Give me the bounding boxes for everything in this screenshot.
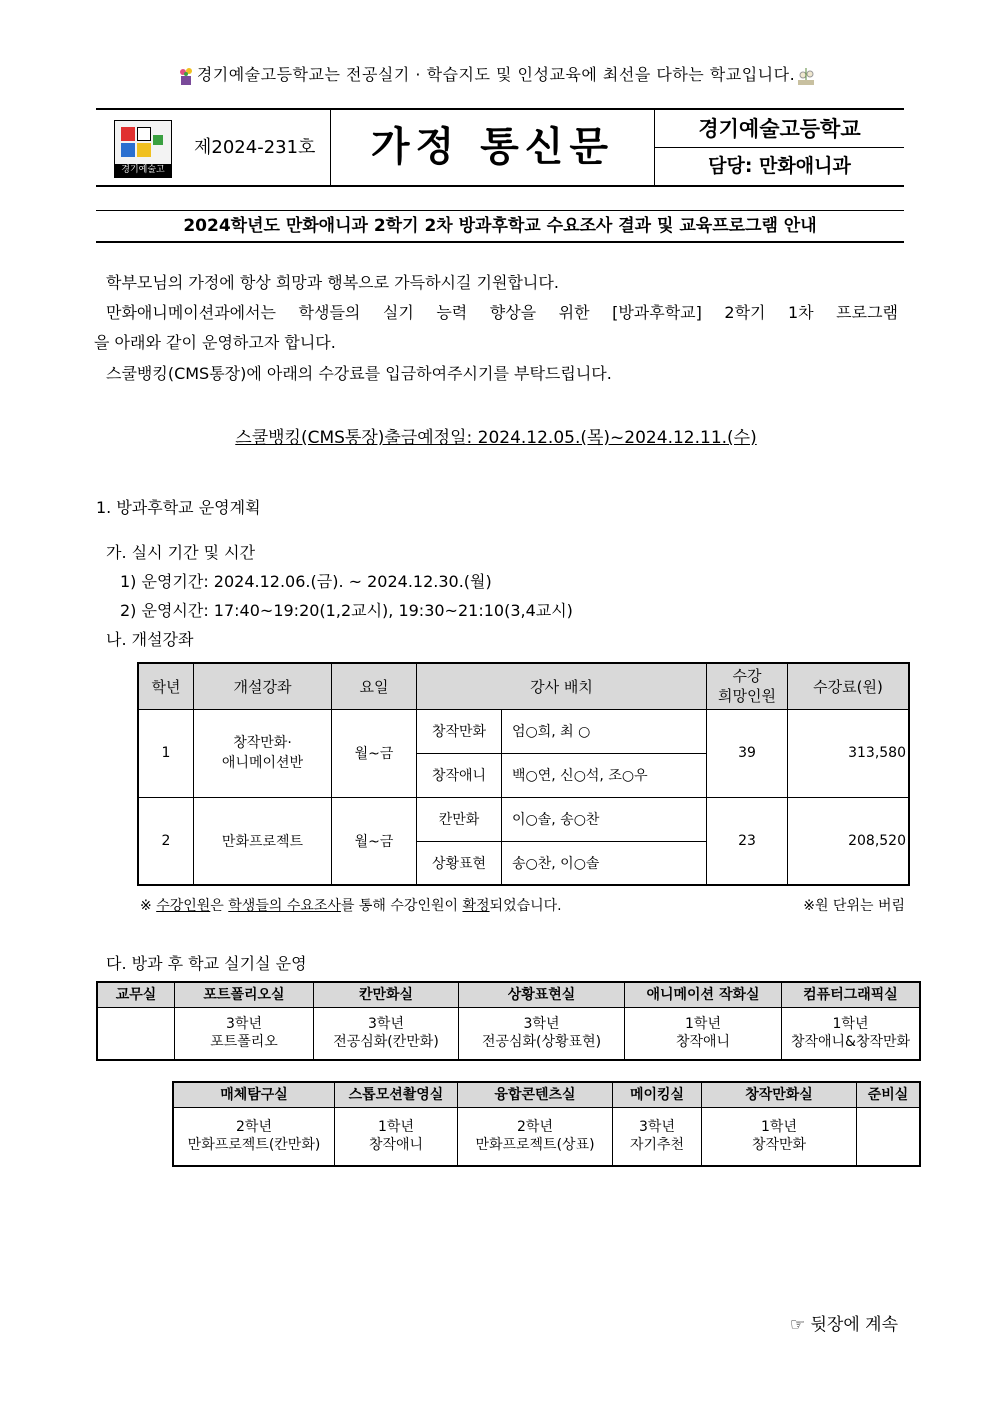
subsection-na: 나. 개설강좌 bbox=[106, 630, 194, 649]
rooms2-header: 메이킹실 bbox=[613, 1082, 702, 1108]
operation-hours: 2) 운영시간: 17:40~19:20(1,2교시), 19:30~21:10(3,4교시) bbox=[120, 601, 573, 620]
section-heading: 1. 방과후학교 운영계획 bbox=[96, 498, 261, 517]
table-header-row bbox=[138, 663, 909, 709]
rooms2-cell: 2학년 만화프로젝트(칸만화) bbox=[173, 1108, 335, 1166]
rooms1-header: 애니메이션 작화실 bbox=[625, 982, 782, 1008]
rooms1-cell: 3학년 포트폴리오 bbox=[175, 1008, 314, 1060]
rooms1-cell: 1학년 창작애니&창작만화 bbox=[782, 1008, 921, 1060]
rounding-note: ※원 단위는 버림 bbox=[803, 898, 905, 914]
continued-on-back: ☞ 뒷장에 계속 bbox=[789, 1315, 898, 1335]
header-enroll bbox=[707, 663, 788, 709]
rooms-table-2 bbox=[172, 1081, 921, 1167]
subsection-da: 다. 방과 후 학교 실기실 운영 bbox=[106, 954, 307, 973]
school-motto bbox=[0, 62, 992, 86]
enrollment-note bbox=[140, 895, 905, 915]
row1-sub1-teachers: 엄○희, 최 ○ bbox=[502, 709, 707, 753]
rooms2-header: 준비실 bbox=[857, 1082, 921, 1108]
row1-course-line2: 애니메이션반 bbox=[221, 755, 304, 771]
rooms2-cell: 2학년 만화프로젝트(상표) bbox=[458, 1108, 613, 1166]
header-enroll-line1: 수강 bbox=[732, 667, 762, 686]
row2-sub2-teachers: 송○찬, 이○솔 bbox=[502, 841, 707, 885]
header-day: 요일 bbox=[332, 663, 417, 709]
rooms2-header: 창작만화실 bbox=[702, 1082, 857, 1108]
intro-line-3: 을 아래와 같이 운영하고자 합니다. bbox=[94, 333, 336, 352]
subsection-ga: 가. 실시 기간 및 시간 bbox=[106, 543, 256, 562]
rooms1-cell: 1학년 창작애니 bbox=[625, 1008, 782, 1060]
motto-text: 경기예술고등학교는 전공실기 · 학습지도 및 인성교육에 최선을 다하는 학교입니다. bbox=[196, 65, 796, 84]
row1-course-line1: 창작만화· bbox=[233, 735, 292, 751]
intro-line-2: 만화애니메이션과에서는 학생들의 실기 능력 향상을 위한 [방과후학교] 2학기 1차 프로그램 bbox=[106, 303, 898, 322]
rooms1-header: 교무실 bbox=[97, 982, 175, 1008]
rooms2-assign-row bbox=[173, 1108, 920, 1166]
header-instructor: 강사 배치 bbox=[417, 663, 707, 709]
row2-sub2-name: 상황표현 bbox=[417, 841, 502, 885]
school-name: 경기예술고등학교 bbox=[655, 110, 904, 148]
note-text-1: 은 bbox=[210, 898, 224, 914]
table-row bbox=[138, 709, 909, 753]
logo-text: 경기예술고 bbox=[115, 164, 171, 177]
rooms1-cell: 3학년 전공심화(상황표현) bbox=[459, 1008, 625, 1060]
letterhead-left-cell bbox=[96, 110, 331, 185]
flower-pot-icon bbox=[175, 66, 197, 86]
note-underline-2: 학생들의 수요조사 bbox=[228, 898, 341, 914]
rooms1-cell: 3학년 전공심화(칸만화) bbox=[314, 1008, 459, 1060]
note-text-3: 되었습니다. bbox=[489, 898, 562, 914]
rooms2-header: 스톱모션촬영실 bbox=[335, 1082, 458, 1108]
operation-period: 1) 운영기간: 2024.12.06.(금). ~ 2024.12.30.(월) bbox=[120, 572, 492, 591]
rooms1-header-row bbox=[97, 982, 920, 1008]
row1-grade: 1 bbox=[138, 709, 194, 797]
note-underline-1: 수강인원 bbox=[156, 898, 211, 914]
note-text-2: 를 통해 수강인원이 bbox=[340, 898, 459, 914]
rooms1-header: 컴퓨터그래픽실 bbox=[782, 982, 921, 1008]
rooms1-header: 포트폴리오실 bbox=[175, 982, 314, 1008]
rooms2-header: 융합콘텐츠실 bbox=[458, 1082, 613, 1108]
row1-day: 월~금 bbox=[332, 709, 417, 797]
document-title: 가정 통신문 bbox=[331, 110, 655, 185]
flower-icon bbox=[795, 66, 817, 86]
intro-line-4: 스쿨뱅킹(CMS통장)에 아래의 수강료를 입금하여주시기를 부탁드립니다. bbox=[106, 364, 612, 383]
row2-course: 만화프로젝트 bbox=[194, 797, 332, 885]
document-number: 제2024-231호 bbox=[194, 137, 316, 158]
row2-sub1-name: 칸만화 bbox=[417, 797, 502, 841]
row1-sub1-name: 창작만화 bbox=[417, 709, 502, 753]
header-grade: 학년 bbox=[138, 663, 194, 709]
rooms2-header: 매체탐구실 bbox=[173, 1082, 335, 1108]
table-row bbox=[138, 797, 909, 841]
row1-course bbox=[194, 709, 332, 797]
row2-fee: 208,520 bbox=[788, 797, 910, 885]
row2-day: 월~금 bbox=[332, 797, 417, 885]
rooms2-header-row bbox=[173, 1082, 920, 1108]
intro-line-1: 학부모님의 가정에 항상 희망과 행복으로 가득하시길 기원합니다. bbox=[106, 273, 559, 292]
rooms2-cell: 1학년 창작만화 bbox=[702, 1108, 857, 1166]
course-table bbox=[137, 662, 910, 886]
row2-grade: 2 bbox=[138, 797, 194, 885]
row2-enroll: 23 bbox=[707, 797, 788, 885]
row1-sub2-teachers: 백○연, 신○석, 조○우 bbox=[502, 753, 707, 797]
header-fee: 수강료(원) bbox=[788, 663, 910, 709]
rooms1-header: 칸만화실 bbox=[314, 982, 459, 1008]
header-course: 개설강좌 bbox=[194, 663, 332, 709]
rooms-table-1 bbox=[96, 981, 921, 1061]
row1-fee: 313,580 bbox=[788, 709, 910, 797]
school-logo bbox=[114, 120, 172, 178]
rooms1-header: 상황표현실 bbox=[459, 982, 625, 1008]
row1-sub2-name: 창작애니 bbox=[417, 753, 502, 797]
department: 담당: 만화애니과 bbox=[708, 155, 851, 177]
row2-sub1-teachers: 이○솔, 송○찬 bbox=[502, 797, 707, 841]
rooms1-assign-row bbox=[97, 1008, 920, 1060]
header-enroll-line2: 희망인원 bbox=[718, 687, 776, 706]
rooms2-cell: 3학년 자기추천 bbox=[613, 1108, 702, 1166]
row1-enroll: 39 bbox=[707, 709, 788, 797]
note-underline-3: 확정 bbox=[462, 898, 490, 914]
rooms2-cell bbox=[857, 1108, 921, 1166]
deposit-date-notice: 스쿨뱅킹(CMS통장)출금예정일: 2024.12.05.(목)~2024.12.11.(수) bbox=[235, 428, 757, 448]
rooms2-cell: 1학년 창작애니 bbox=[335, 1108, 458, 1166]
note-mark: ※ bbox=[140, 898, 152, 914]
rooms1-cell bbox=[97, 1008, 175, 1060]
letterhead bbox=[96, 108, 904, 187]
notice-title: 2024학년도 만화애니과 2학기 2차 방과후학교 수요조사 결과 및 교육프로그램 안내 bbox=[96, 210, 904, 243]
